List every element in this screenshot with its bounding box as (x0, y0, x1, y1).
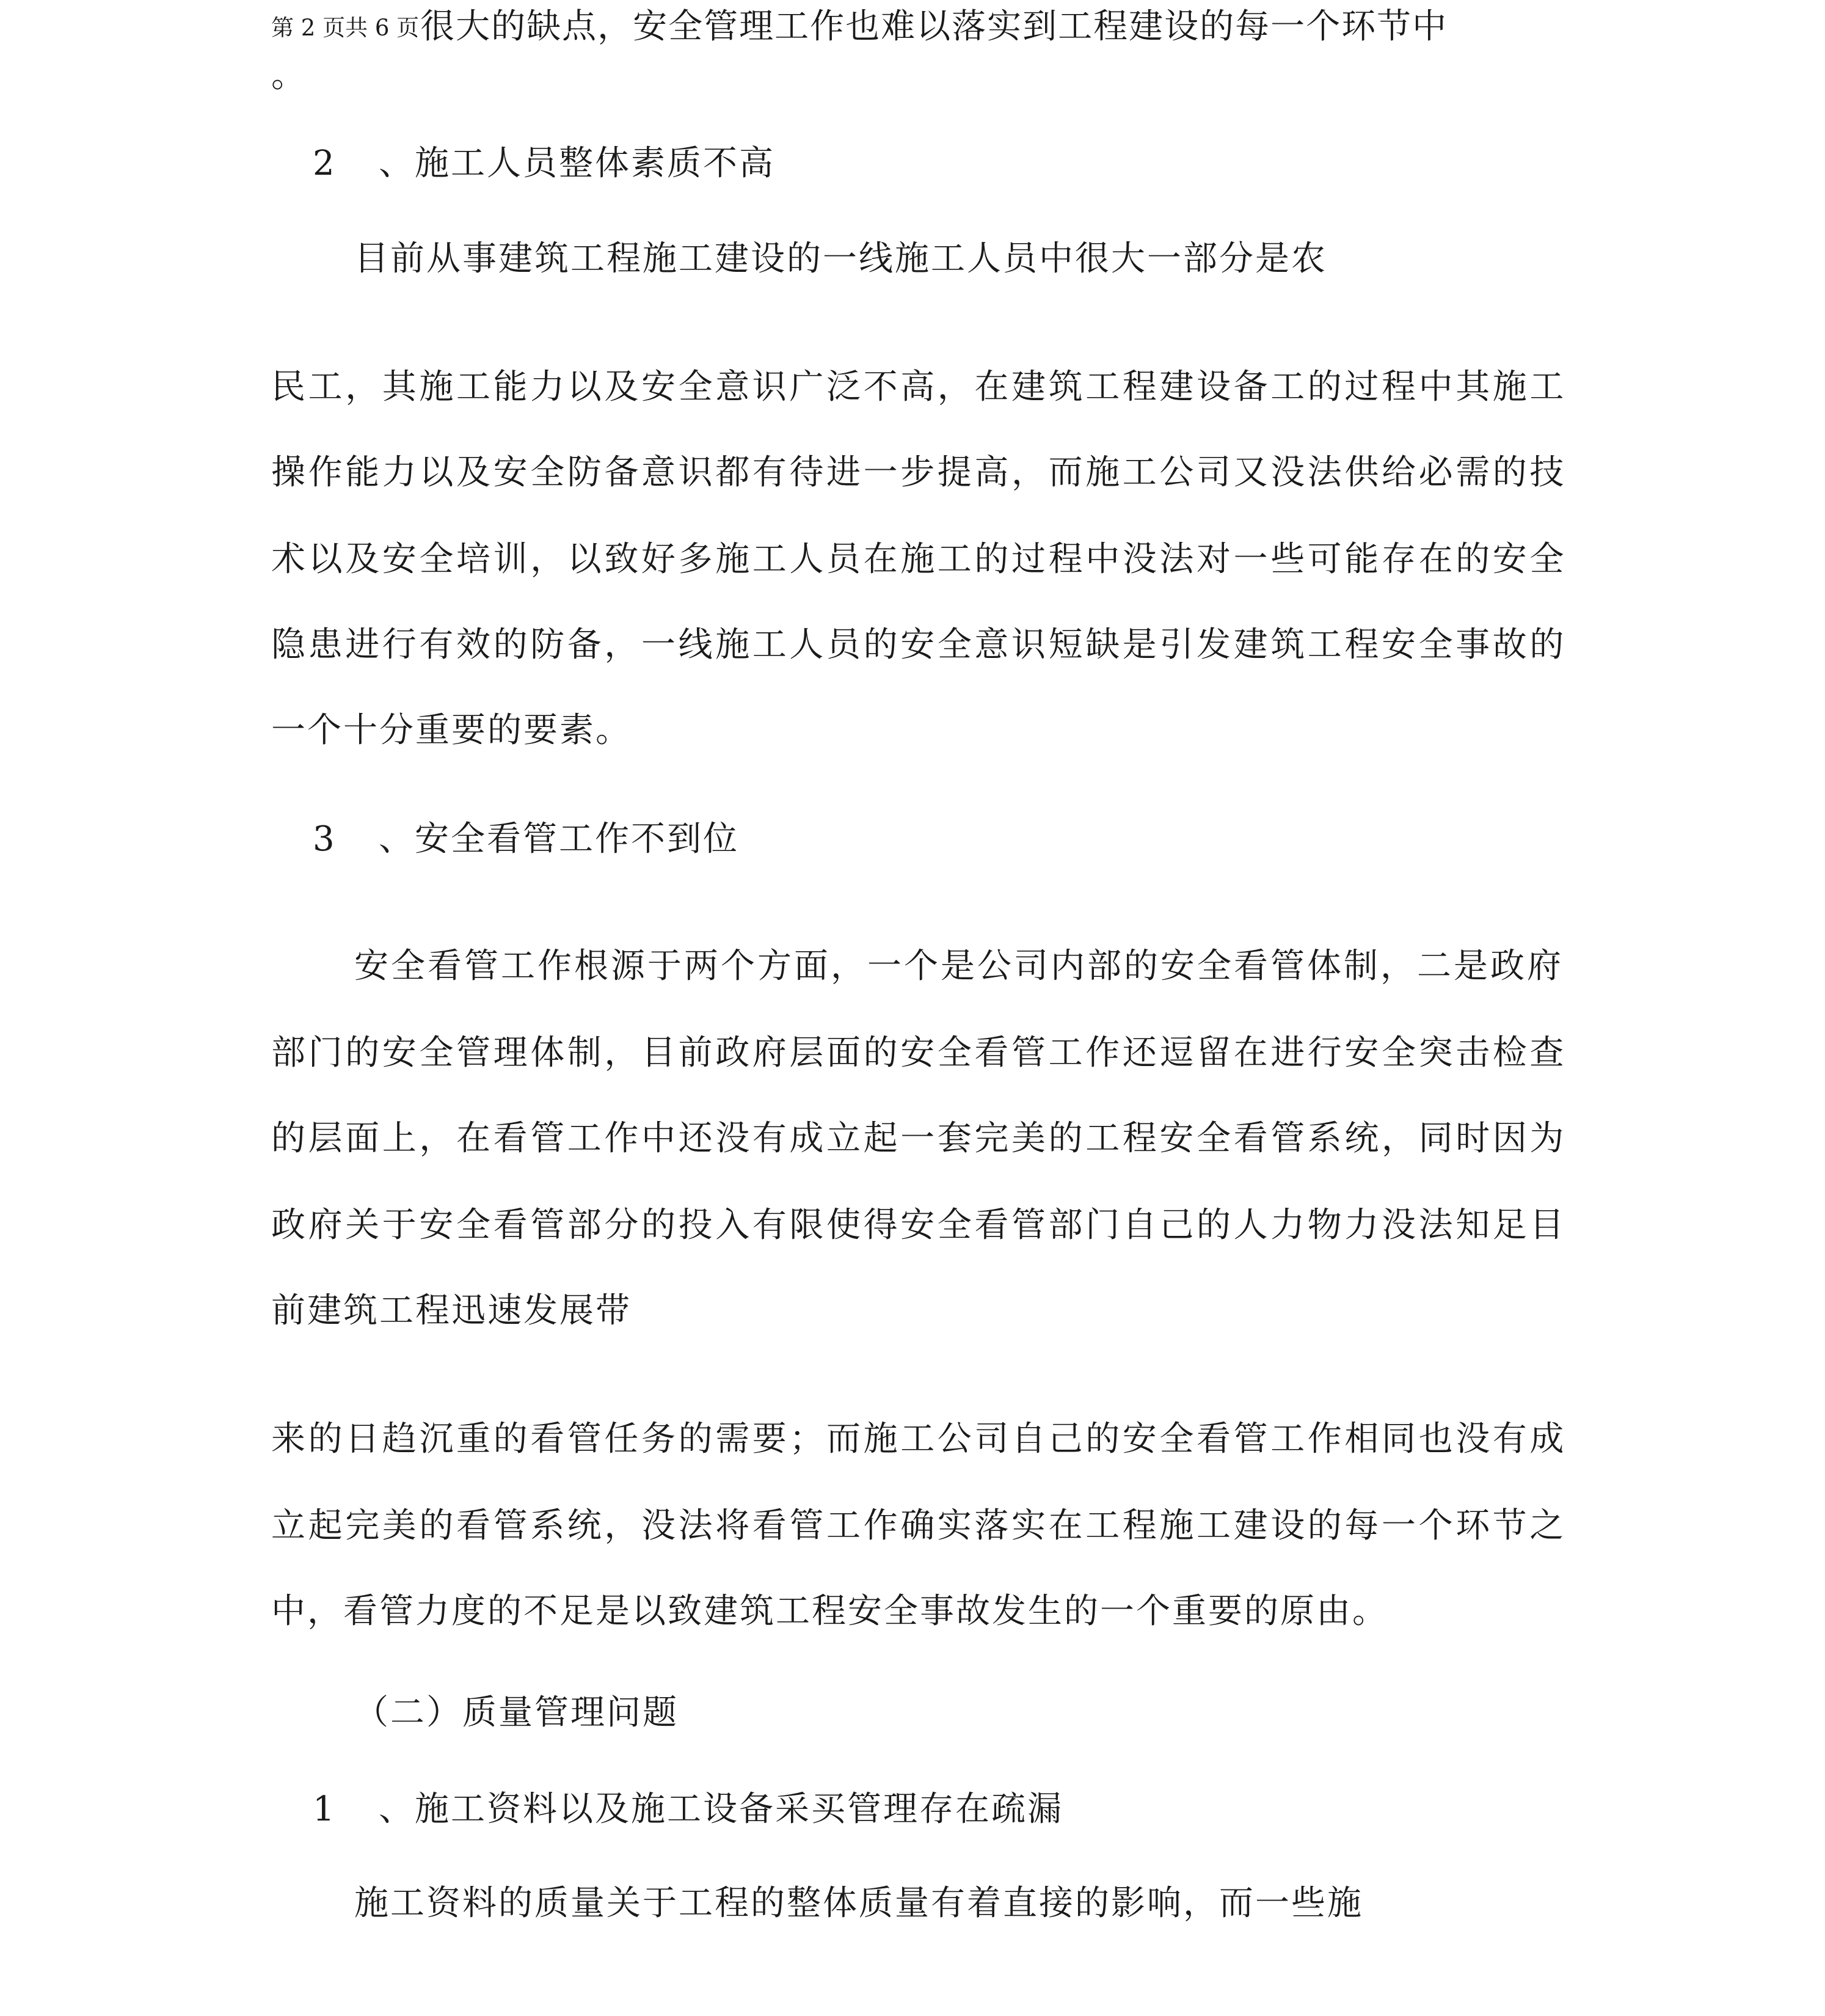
subsection-heading: （二）质量管理问题 (354, 1693, 679, 1733)
trailing-period: 。 (271, 56, 307, 95)
section-title: 、施工人员整体素质不高 (379, 144, 775, 183)
paragraph-line: 的层面上，在看管工作中还没有成立起一套完美的工程安全看管系统，同时因为 (271, 1119, 1567, 1158)
section-number: 1 (313, 1789, 337, 1829)
section-number: 2 (313, 144, 337, 183)
paragraph-line: 中，看管力度的不足是以致建筑工程安全事故发生的一个重要的原由。 (271, 1591, 1388, 1631)
section-heading (313, 142, 775, 186)
section-title: 、施工资料以及施工设备采买管理存在疏漏 (379, 1789, 1063, 1829)
paragraph-line: 一个十分重要的要素。 (271, 710, 632, 750)
paragraph-line: 施工资料的质量关于工程的整体质量有着直接的影响，而一些施 (354, 1883, 1363, 1923)
paragraph-line: 术以及安全培训，以致好多施工人员在施工的过程中没法对一些可能存在的安全 (271, 539, 1567, 579)
section-title: 、安全看管工作不到位 (379, 819, 739, 859)
section-heading (313, 817, 739, 861)
paragraph-line: 操作能力以及安全防备意识都有待进一步提高，而施工公司又没法供给必需的技 (271, 453, 1567, 492)
paragraph-line: 政府关于安全看管部分的投入有限使得安全看管部门自己的人力物力没法知足目 (271, 1205, 1567, 1245)
paragraph-line: 民工，其施工能力以及安全意识广泛不高，在建筑工程建设备工的过程中其施工 (271, 367, 1567, 407)
paragraph-line: 安全看管工作根源于两个方面，一个是公司内部的安全看管体制，二是政府 (354, 946, 1564, 986)
paragraph-line: 立起完美的看管系统，没法将看管工作确实落实在工程施工建设的每一个环节之 (271, 1506, 1567, 1546)
paragraph-line: 来的日趋沉重的看管任务的需要；而施工公司自己的安全看管工作相同也没有成 (271, 1419, 1567, 1459)
paragraph-line: 隐患进行有效的防备，一线施工人员的安全意识短缺是引发建筑工程安全事故的 (271, 625, 1567, 665)
page-marker: 第 2 页共 6 页 (271, 15, 420, 41)
section-heading (313, 1788, 1063, 1832)
section-number: 3 (313, 819, 337, 859)
header-line (271, 5, 1448, 50)
paragraph-line: 目前从事建筑工程施工建设的一线施工人员中很大一部分是农 (354, 239, 1327, 279)
continued-text: 很大的缺点，安全管理工作也难以落实到工程建设的每一个环节中 (420, 7, 1448, 46)
paragraph-line: 前建筑工程迅速发展带 (271, 1291, 632, 1331)
paragraph-line: 部门的安全管理体制，目前政府层面的安全看管工作还逗留在进行安全突击检查 (271, 1033, 1567, 1073)
